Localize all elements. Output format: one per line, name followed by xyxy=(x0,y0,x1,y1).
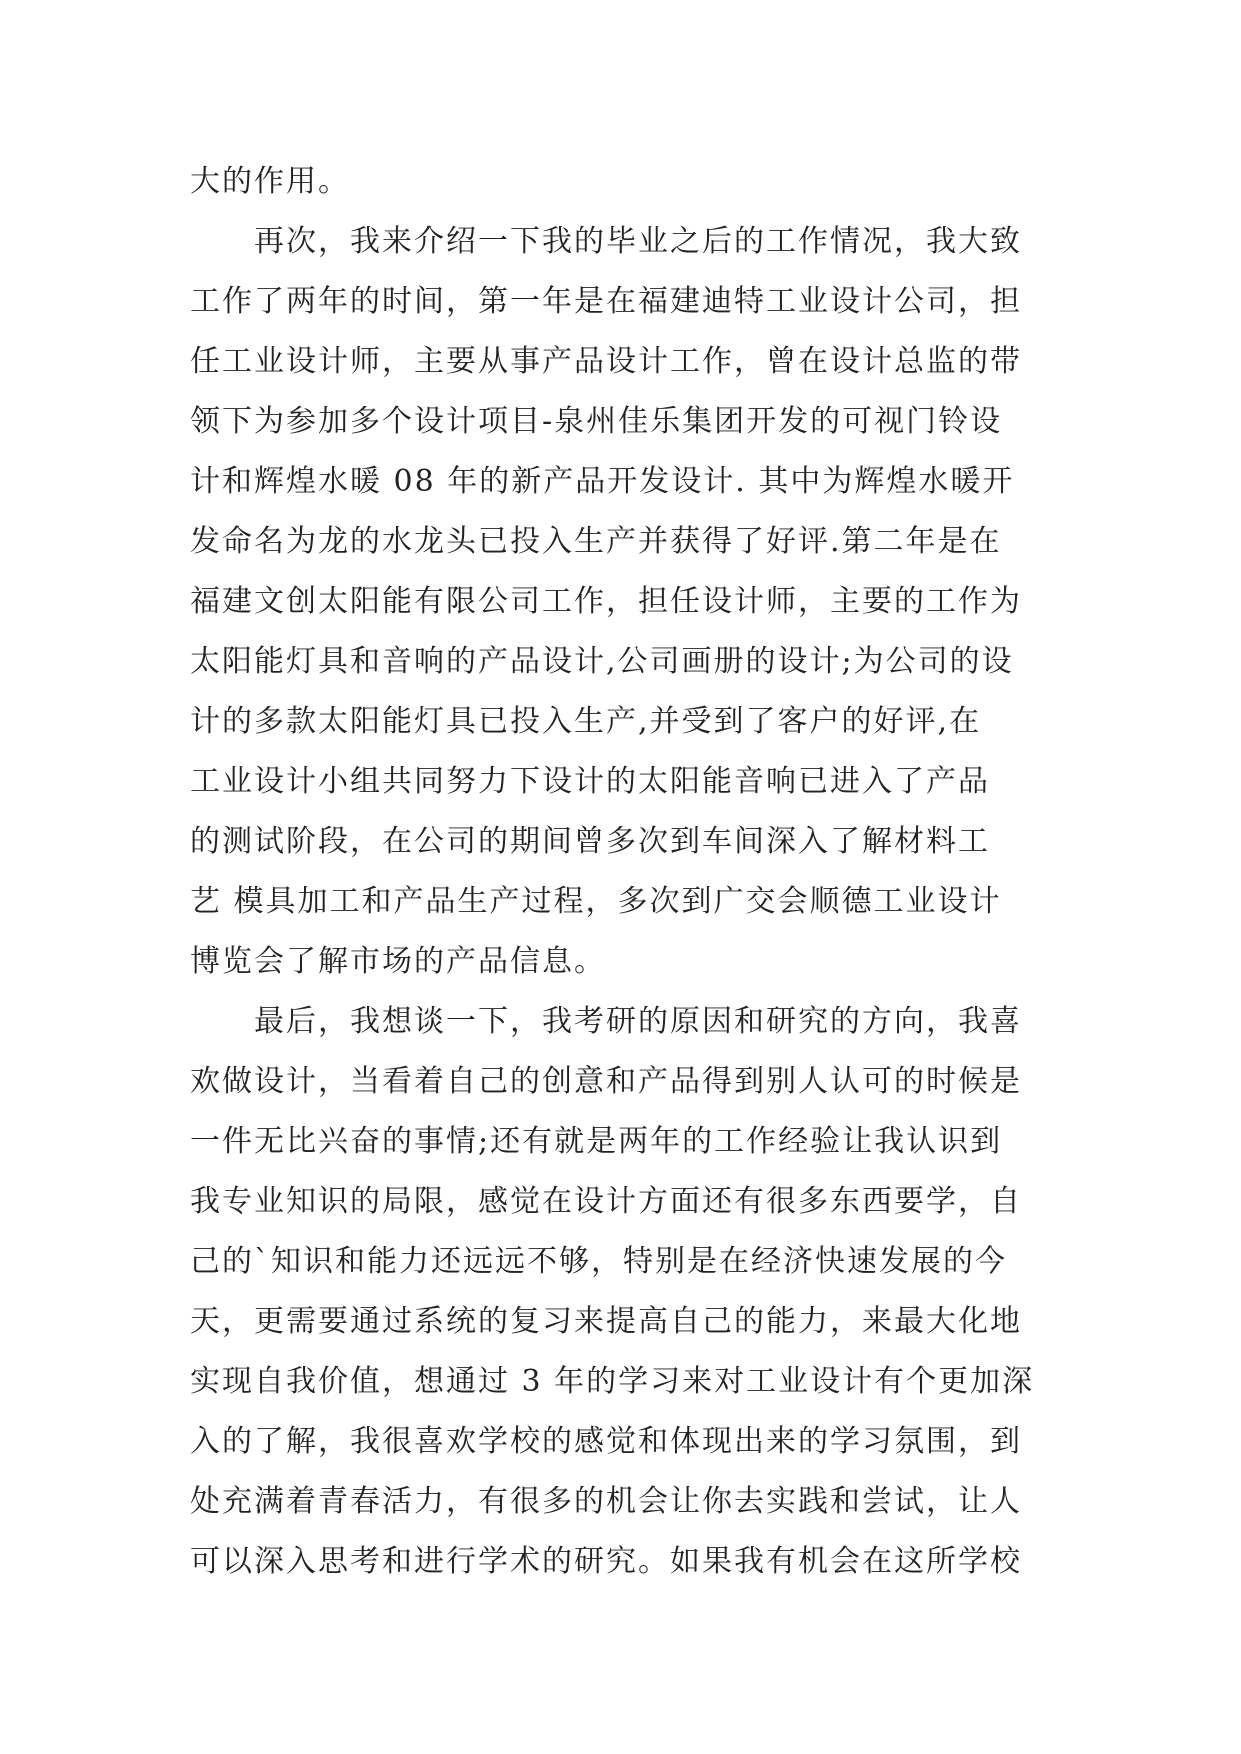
text-line: 再次，我来介绍一下我的毕业之后的工作情况，我大致 xyxy=(190,224,1022,259)
text-line: 一件无比兴奋的事情;还有就是两年的工作经验让我认识到 xyxy=(190,1124,1003,1159)
text-line: 处充满着青春活力，有很多的机会让你去实践和尝试，让人 xyxy=(190,1484,1022,1519)
text-line: 博览会了解市场的产品信息。 xyxy=(190,944,606,979)
text-line: 计和辉煌水暖 08 年的新产品开发设计. 其中为辉煌水暖开 xyxy=(190,464,1015,499)
text-line: 实现自我价值，想通过 3 年的学习来对工业设计有个更加深 xyxy=(190,1364,1035,1399)
text-line: 任工业设计师，主要从事产品设计工作，曾在设计总监的带 xyxy=(190,344,1022,379)
text-line: 艺 模具加工和产品生产过程，多次到广交会顺德工业设计 xyxy=(190,884,1002,919)
text-line: 的测试阶段，在公司的期间曾多次到车间深入了解材料工 xyxy=(190,824,990,859)
text-line: 领下为参加多个设计项目-泉州佳乐集团开发的可视门铃设 xyxy=(190,404,1003,439)
text-line: 入的了解，我很喜欢学校的感觉和体现出来的学习氛围，到 xyxy=(190,1424,1022,1459)
text-line: 天，更需要通过系统的复习来提高自己的能力，来最大化地 xyxy=(190,1304,1022,1339)
text-line: 计的多款太阳能灯具已投入生产,并受到了客户的好评,在 xyxy=(190,704,982,739)
text-line: 欢做设计，当看着自己的创意和产品得到别人认可的时候是 xyxy=(190,1064,1022,1099)
document-body xyxy=(190,152,1050,1592)
text-line: 工业设计小组共同努力下设计的太阳能音响已进入了产品 xyxy=(190,764,990,799)
text-line: 太阳能灯具和音响的产品设计,公司画册的设计;为公司的设 xyxy=(190,644,1014,679)
text-line: 福建文创太阳能有限公司工作，担任设计师，主要的工作为 xyxy=(190,584,1022,619)
text-line: 可以深入思考和进行学术的研究。如果我有机会在这所学校 xyxy=(190,1544,1022,1579)
text-line: 我专业知识的局限，感觉在设计方面还有很多东西要学，自 xyxy=(190,1184,1022,1219)
text-line: 大的作用。 xyxy=(190,164,350,199)
text-line: 最后，我想谈一下，我考研的原因和研究的方向，我喜 xyxy=(190,1004,1022,1039)
text-line: 工作了两年的时间，第一年是在福建迪特工业设计公司，担 xyxy=(190,284,1022,319)
text-line: 发命名为龙的水龙头已投入生产并获得了好评.第二年是在 xyxy=(190,524,1002,559)
text-line: 己的`知识和能力还远远不够，特别是在经济快速发展的今 xyxy=(190,1244,1007,1279)
